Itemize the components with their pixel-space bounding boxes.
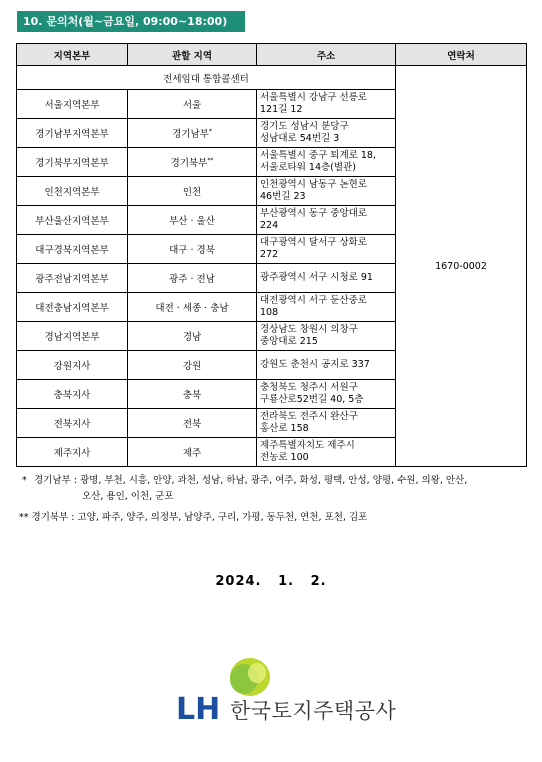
address-cell [257, 264, 396, 293]
header-hq: 지역본부 [17, 44, 128, 66]
hq-cell: 경기북부지역본부 [17, 148, 128, 177]
hq-cell: 대전충남지역본부 [17, 293, 128, 322]
address-cell [257, 148, 396, 177]
address-line: 108 [260, 307, 279, 318]
address-line: 46번길 23 [260, 191, 306, 202]
region-cell [128, 351, 257, 380]
hq-cell: 경기남부지역본부 [17, 119, 128, 148]
address-line: 서울로타워 14층(별관) [260, 162, 356, 173]
address-line: 전라북도 전주시 완산구 [260, 411, 358, 422]
footnote-gyeonggi-north [19, 510, 367, 526]
address-line: 대전광역시 서구 둔산중로 [260, 295, 367, 306]
address-cell [257, 177, 396, 206]
region-cell [128, 177, 257, 206]
region-cell [128, 206, 257, 235]
address-line: 인천광역시 남동구 논현로 [260, 179, 367, 190]
region-cell [128, 235, 257, 264]
address-line: 구룡산로52번길 40, 5층 [260, 394, 364, 405]
address-line: 경기도 성남시 분당구 [260, 121, 349, 132]
address-cell [257, 293, 396, 322]
hq-cell: 전북지사 [17, 409, 128, 438]
document-date: 2024. 1. 2. [215, 574, 327, 589]
hq-cell: 인천지역본부 [17, 177, 128, 206]
call-center: 전세임대 통합콜센터 [17, 66, 396, 90]
address-line: 부산광역시 동구 중앙대로 [260, 208, 367, 219]
address-line: 광주광역시 서구 시청로 91 [260, 272, 373, 283]
region-footnote-mark: ** [207, 156, 214, 164]
hq-cell: 강원지사 [17, 351, 128, 380]
region-cell [128, 293, 257, 322]
region-cell [128, 409, 257, 438]
hq-cell: 제주지사 [17, 438, 128, 467]
region-cell [128, 148, 257, 177]
address-line: 서울특별시 중구 퇴계로 18, [260, 150, 376, 161]
footnote-mark: * [22, 475, 27, 486]
header-phone: 연락처 [396, 44, 527, 66]
phone-number: 1670-0002 [396, 66, 527, 467]
region-label: 강원 [182, 361, 202, 372]
address-cell [257, 409, 396, 438]
header-region: 관할 지역 [128, 44, 257, 66]
region-label: 경남 [182, 332, 202, 343]
hq-cell: 경남지역본부 [17, 322, 128, 351]
contact-table [16, 43, 527, 467]
address-line: 서울특별시 강남구 선릉로 [260, 92, 367, 103]
footnote-text: 광명, 부천, 시흥, 안양, 과천, 성남, 하남, 광주, 여주, 화성, 평택, 안성, 양평, 수원, 의왕, 안산, [79, 475, 468, 486]
logo-name: 한국토지주택공사 [230, 699, 397, 723]
region-label: 경기북부 [170, 158, 208, 169]
region-label: 부산 · 울산 [169, 216, 215, 227]
footnote-gyeonggi-south [19, 473, 529, 505]
region-label: 서울 [182, 100, 202, 111]
address-line: 강원도 춘천시 공지로 337 [260, 359, 370, 370]
address-cell [257, 351, 396, 380]
address-line: 홍산로 158 [260, 423, 309, 434]
region-label: 전북 [182, 419, 202, 430]
address-line: 경상남도 창원시 의창구 [260, 324, 358, 335]
address-line: 대구광역시 달서구 상화로 [260, 237, 367, 248]
address-cell [257, 322, 396, 351]
footnote-text: 고양, 파주, 양주, 의정부, 남양주, 구리, 가평, 동두천, 연천, 포천, 김포 [77, 512, 368, 523]
region-footnote-mark: * [208, 127, 212, 135]
address-line: 중앙대로 215 [260, 336, 318, 347]
region-cell [128, 438, 257, 467]
region-cell [128, 322, 257, 351]
address-line: 121길 12 [260, 104, 303, 115]
hq-cell: 서울지역본부 [17, 90, 128, 119]
address-cell [257, 90, 396, 119]
address-cell [257, 438, 396, 467]
region-cell [128, 90, 257, 119]
hq-cell: 부산울산지역본부 [17, 206, 128, 235]
address-line: 성남대로 54번길 3 [260, 133, 340, 144]
region-cell [128, 119, 257, 148]
region-label: 대전 · 세종 · 충남 [155, 303, 229, 314]
address-cell [257, 235, 396, 264]
lh-logo [171, 655, 397, 730]
hq-cell: 충북지사 [17, 380, 128, 409]
hq-cell: 광주전남지역본부 [17, 264, 128, 293]
region-label: 광주 · 전남 [169, 274, 215, 285]
address-line: 제주특별자치도 제주시 [260, 440, 355, 451]
footnote-mark: ** [19, 512, 29, 523]
logo-abbr: LH [176, 692, 221, 727]
region-label: 제주 [182, 448, 202, 459]
region-label: 대구 · 경북 [169, 245, 215, 256]
hq-cell: 대구경북지역본부 [17, 235, 128, 264]
address-line: 전농로 100 [260, 452, 309, 463]
footnote-label: 경기북부 : [31, 512, 75, 523]
region-label: 인천 [182, 187, 202, 198]
address-line: 224 [260, 220, 279, 231]
address-line: 272 [260, 249, 279, 260]
region-label: 충북 [182, 390, 202, 401]
footnote-text-cont: 오산, 용인, 이천, 군포 [82, 491, 174, 502]
section-title: 10. 문의처(월~금요일, 09:00~18:00) [17, 11, 245, 32]
region-cell [128, 264, 257, 293]
address-cell [257, 380, 396, 409]
header-address: 주소 [257, 44, 396, 66]
address-cell [257, 206, 396, 235]
address-line: 충청북도 청주시 서원구 [260, 382, 358, 393]
address-cell [257, 119, 396, 148]
footnote-label: 경기남부 : [34, 475, 77, 486]
region-cell [128, 380, 257, 409]
region-label: 경기남부 [172, 129, 209, 140]
